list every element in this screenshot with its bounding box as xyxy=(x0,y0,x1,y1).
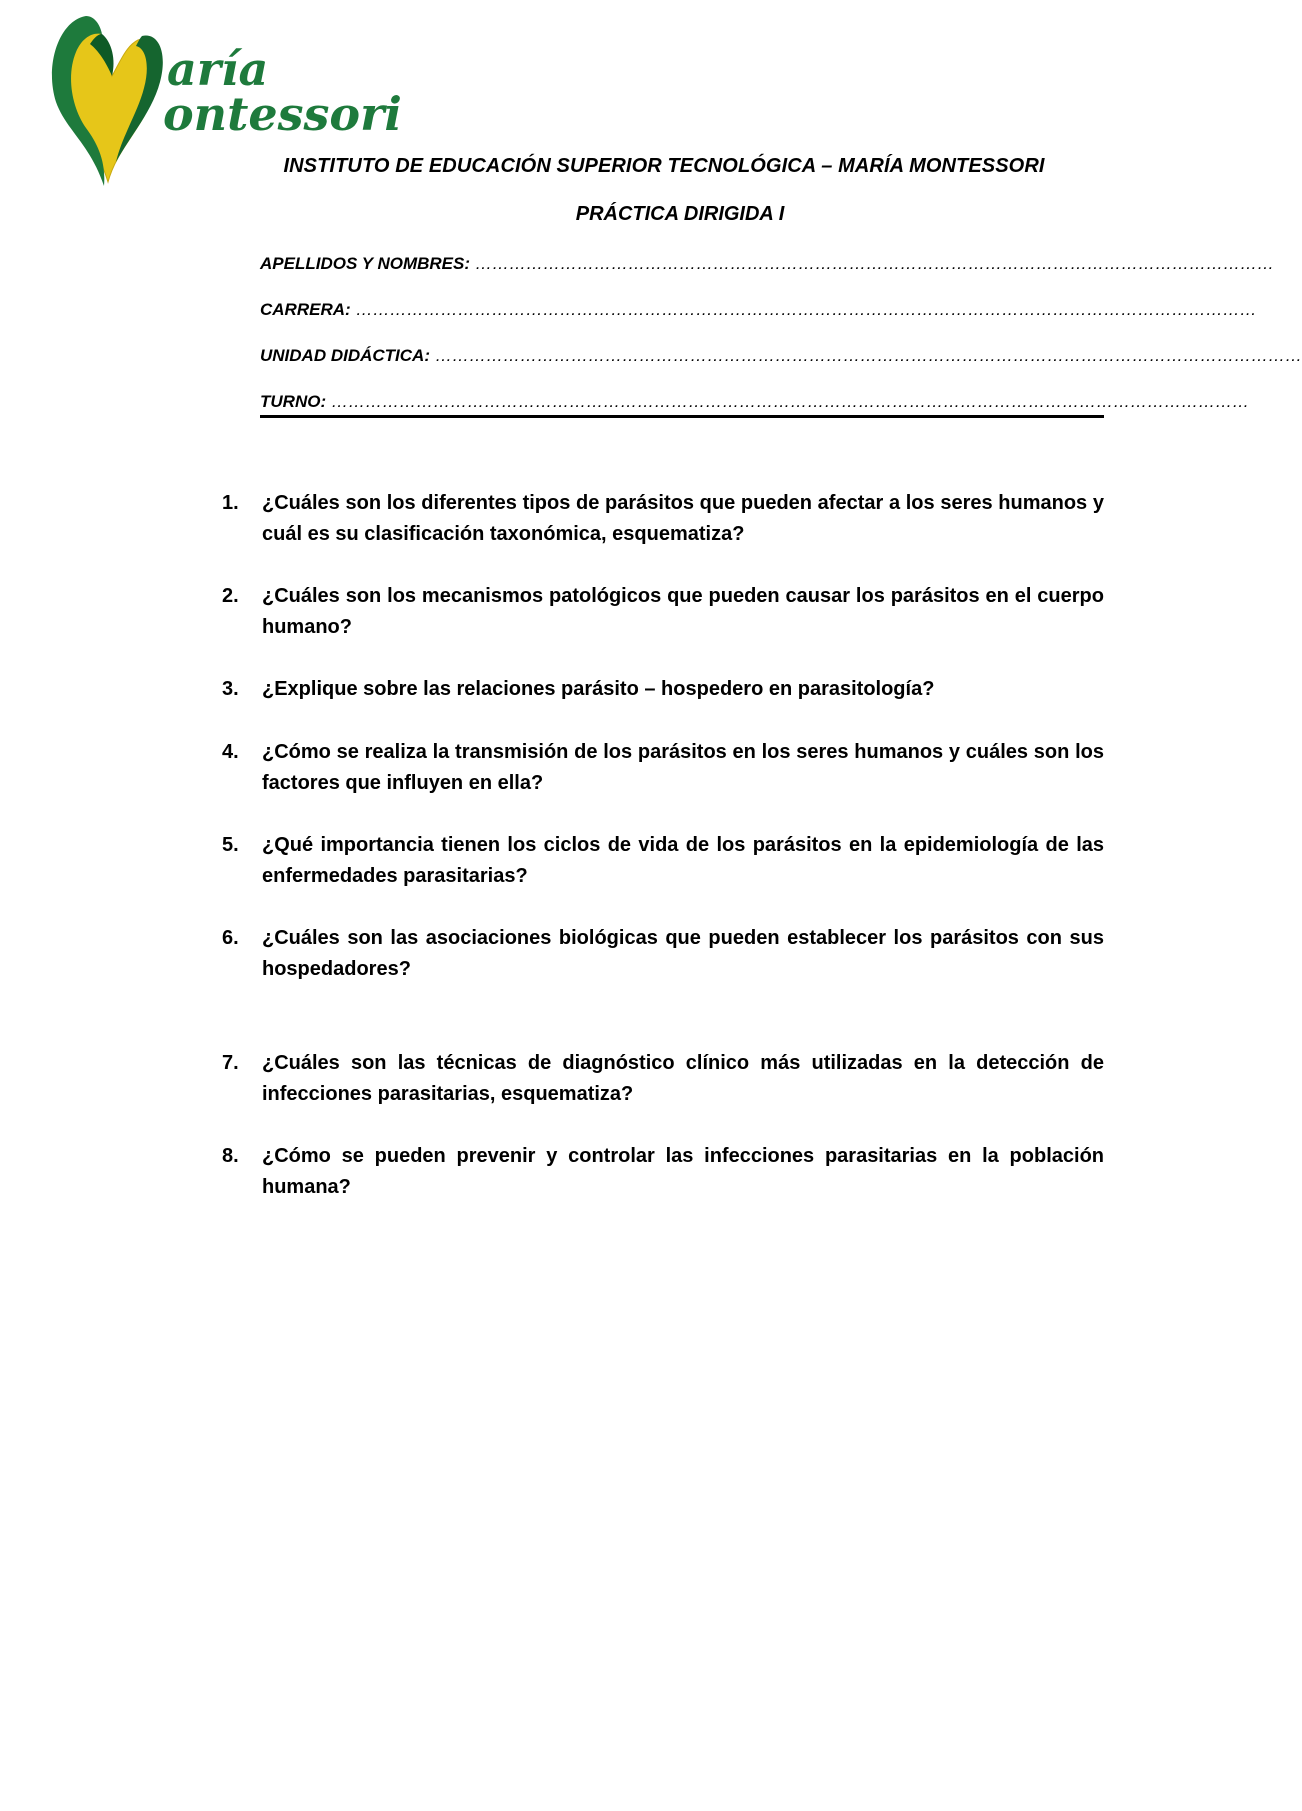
question-item xyxy=(216,1048,1104,1110)
question-number: 6. xyxy=(222,927,239,949)
question-text: ¿Qué importancia tienen los ciclos de vida de los parásitos en la epidemiología de las enfermedades parasitarias? xyxy=(262,834,1104,887)
question-number: 8. xyxy=(222,1145,239,1167)
question-text: ¿Cuáles son los mecanismos patológicos que pueden causar los parásitos en el cuerpo humano? xyxy=(262,585,1104,638)
question-number: 4. xyxy=(222,741,239,763)
logo-text-line2: ontessori xyxy=(163,87,402,141)
question-list xyxy=(216,488,1104,1203)
question-text: ¿Cómo se pueden prevenir y controlar las infecciones parasitarias en la población humana? xyxy=(262,1145,1104,1198)
question-number: 2. xyxy=(222,585,239,607)
question-text: ¿Cuáles son las asociaciones biológicas que pueden establecer los parásitos con sus hospedadores? xyxy=(262,927,1104,980)
student-info-fields xyxy=(260,254,1302,438)
field-label: TURNO: xyxy=(260,392,327,411)
question-text: ¿Cuáles son las técnicas de diagnóstico clínico más utilizadas en la detección de infecciones parasitarias, esquematiza? xyxy=(262,1052,1104,1105)
question-number: 5. xyxy=(222,834,239,856)
header-divider xyxy=(260,415,1104,418)
question-item xyxy=(216,923,1104,985)
field-label: CARRERA: xyxy=(260,300,351,319)
question-item xyxy=(216,581,1104,643)
field-dotted-line: …………………………………………………………………………………………………………………………… xyxy=(475,254,1275,273)
question-number: 3. xyxy=(222,678,239,700)
logo-text-line1: aría xyxy=(167,42,269,96)
field-apellidos-nombres xyxy=(260,254,1275,300)
question-text: ¿Cuáles son los diferentes tipos de parásitos que pueden afectar a los seres humanos y cuál es su clasificación taxonómica, esquematiza? xyxy=(262,492,1104,545)
field-carrera xyxy=(260,300,1257,346)
field-dotted-line: ……………………………………………………………………………………………………………………………………………… xyxy=(331,392,1250,411)
question-text: ¿Explique sobre las relaciones parásito – hospedero en parasitología? xyxy=(262,678,935,700)
question-number: 1. xyxy=(222,492,239,514)
field-dotted-line: …………………………………………………………………………………………………………………………………………… xyxy=(355,300,1257,319)
question-item xyxy=(216,674,1104,705)
question-text: ¿Cómo se realiza la transmisión de los parásitos en los seres humanos y cuáles son los factores que influyen en ella? xyxy=(262,741,1104,794)
field-unidad-didactica xyxy=(260,346,1302,392)
field-label: UNIDAD DIDÁCTICA: xyxy=(260,346,430,365)
question-item xyxy=(216,737,1104,799)
question-item xyxy=(216,488,1104,550)
question-number: 7. xyxy=(222,1052,239,1074)
field-dotted-line: ……………………………………………………………………………………………………………………………………… xyxy=(434,346,1302,365)
question-item xyxy=(216,1141,1104,1203)
question-item xyxy=(216,830,1104,892)
document-title: PRÁCTICA DIRIGIDA I xyxy=(575,203,785,225)
institute-name: INSTITUTO DE EDUCACIÓN SUPERIOR TECNOLÓGICA – MARÍA MONTESSORI xyxy=(283,155,1045,177)
field-label: APELLIDOS Y NOMBRES: xyxy=(260,254,471,273)
